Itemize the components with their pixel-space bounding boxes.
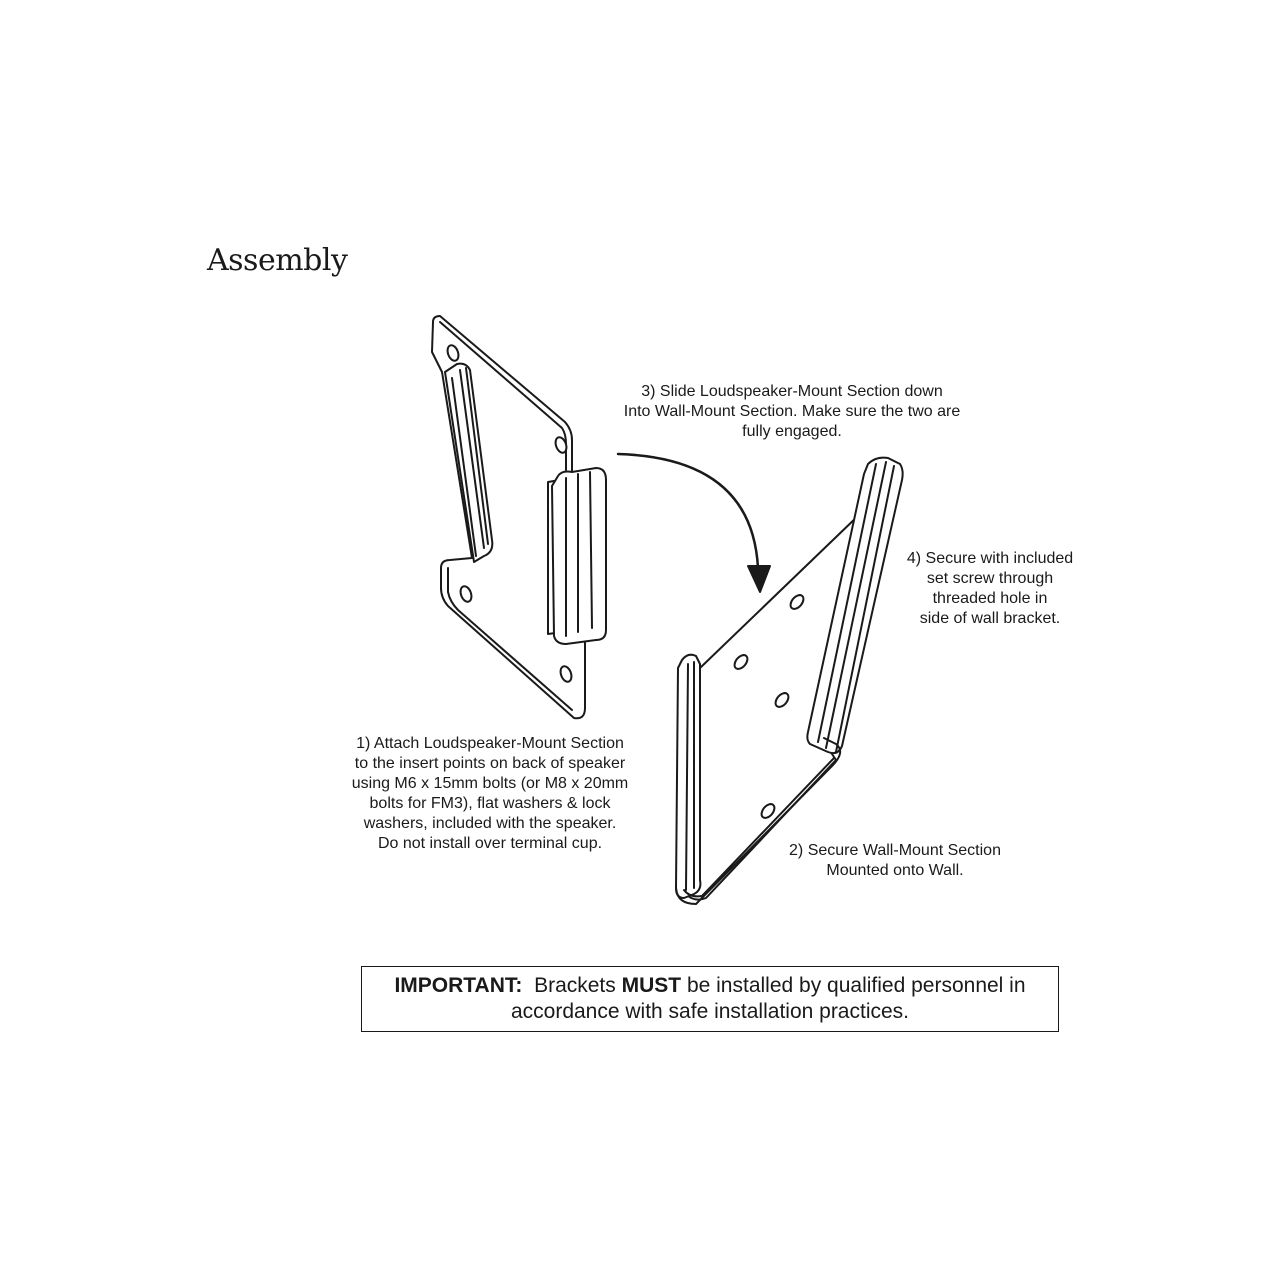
slide-arrow-head (748, 566, 770, 592)
important-text-1: Brackets (534, 974, 616, 997)
page-title: Assembly (207, 243, 348, 278)
step-2-instruction: 2) Secure Wall-Mount Section Mounted onto Wall. (789, 842, 1001, 879)
slide-direction-arrow (618, 454, 770, 592)
important-notice-text (370, 973, 1050, 1025)
step-1-instruction: 1) Attach Loudspeaker-Mount Section to the insert points on back of speaker using M6 x 15mm bolts (or M8 x 20mm bolts for FM3), flat washers & lock washers, included with the speaker. Do not install over terminal cup. (351, 735, 629, 852)
important-notice (361, 966, 1059, 1032)
important-prefix: IMPORTANT: (394, 974, 523, 997)
step-3-instruction: 3) Slide Loudspeaker-Mount Section down Into Wall-Mount Section. Make sure the two are fully engaged. (623, 383, 961, 440)
loudspeaker-mount-section (432, 316, 606, 718)
slide-arrow-curve (618, 454, 758, 568)
important-text-2: be installed by qualified personnel in accordance with safe installation practices. (510, 974, 1026, 1023)
important-emphasis: MUST (621, 974, 682, 997)
step-4-instruction: 4) Secure with included set screw through threaded hole in side of wall bracket. (906, 550, 1074, 627)
wall-mount-section (676, 458, 903, 904)
